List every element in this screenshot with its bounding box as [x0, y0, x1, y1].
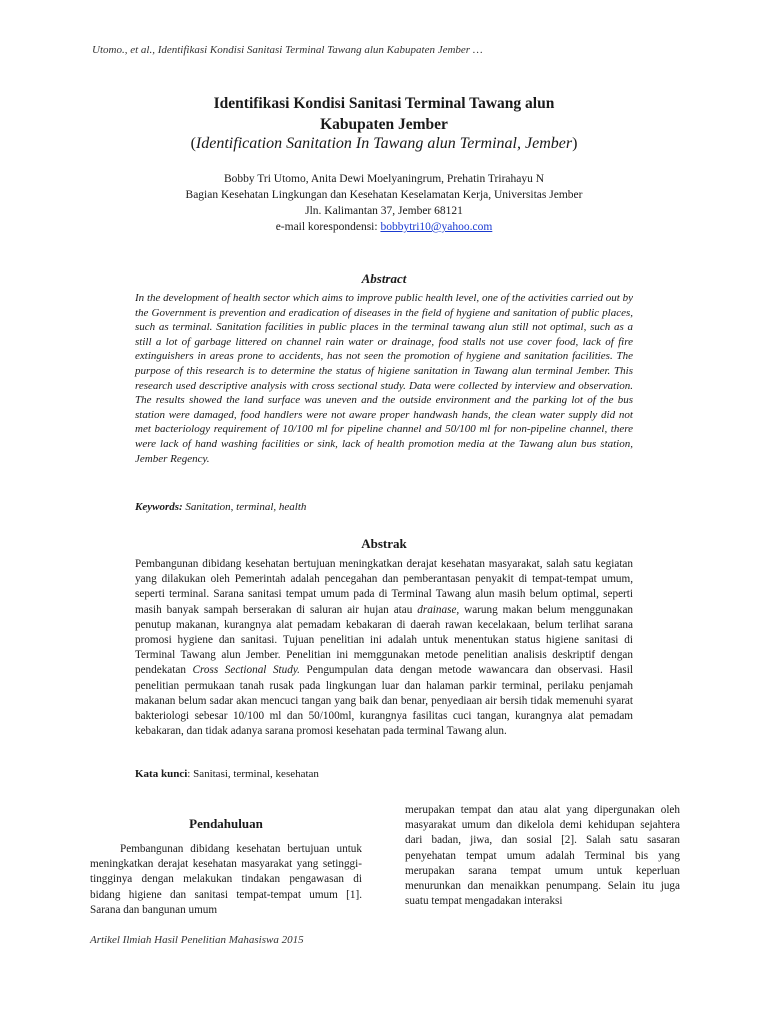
abstrak-body: [135, 557, 633, 739]
abstrak-heading: Abstrak: [361, 536, 407, 551]
english-title: [100, 135, 668, 153]
abstrak-italic-2: Cross Sectional Study.: [192, 664, 300, 677]
running-head: Utomo., et al., Identifikasi Kondisi Sanitasi Terminal Tawang alun Kabupaten Jember …: [92, 44, 483, 56]
email-link[interactable]: bobbytri10@yahoo.com: [380, 221, 493, 233]
kata-kunci-line: [135, 768, 319, 780]
keywords-values: Sanitation, terminal, health: [182, 501, 307, 513]
email-line: [120, 221, 648, 233]
affiliation: Bagian Kesehatan Lingkungan dan Kesehatan Keselamatan Kerja, Universitas Jember: [185, 189, 583, 201]
intro-left-column: Pembangunan dibidang kesehatan bertujuan untuk meningkatkan derajat kesehatan masyarakat yang setinggi-tingginya dengan melakukan tindakan pengawasan di bidang higiene dan sanitasi tempat-tempat umum [1]. Sarana dan bangunan umum: [90, 843, 362, 916]
kata-kunci-label: Kata kunci: [135, 768, 188, 780]
intro-heading: Pendahuluan: [189, 816, 263, 831]
english-title-text: Identification Sanitation In Tawang alun Terminal, Jember: [195, 135, 573, 152]
email-label: e-mail korespondensi:: [275, 221, 381, 233]
keywords-label: Keywords:: [135, 501, 183, 513]
title-line-1: Identifikasi Kondisi Sanitasi Terminal Tawang alun: [213, 95, 555, 112]
abstrak-italic-1: drainase,: [417, 603, 460, 616]
abstract-body: In the development of health sector which aims to improve public health level, one of the activities carried out by the Government is prevention and eradication of diseases in the field of hygiene and sanitation of public places, such as terminal. Sanitation facilities in public places in the terminal tawang alun still not optimal, such as a still a lot of garbage littered on channel rain water or drainage, food stalls not use cover food, lack of fire extinguishers in areas prone to accidents, has not seen the promotion of hygiene and sanitation facilities. The purpose of this research is to determine the status of higiene sanitation in Tawang alun terminal Jember. This research used descriptive analysis with cross sectional study. Data were collected by interview and observation. The results showed the land surface was uneven and the outside environment and the parking lot of the bus station were damaged, food handlers were not aware proper handwash hands, the clean water supply did not met bacteriology requirement of 10/100 ml for pipeline channel and 50/100 ml for non-pipeline channel, there were lack of hand washing facilities or sink, lack of health promotion media at the Tawang alun bus station, Jember Regency.: [135, 292, 633, 465]
address: Jln. Kalimantan 37, Jember 68121: [305, 205, 463, 217]
english-title-open: (: [190, 135, 196, 152]
authors: Bobby Tri Utomo, Anita Dewi Moelyaningrum, Prehatin Trirahayu N: [223, 173, 545, 185]
abstract-heading: Abstract: [361, 271, 407, 286]
abstrak-part-1: Pembangunan dibidang kesehatan bertujuan meningkatkan derajat kesehatan masyarakat, salah satu kegiatan yang dilakukan oleh Pemerintah adalah pencegahan dan pemberantasan penyakit di tempat-tempat umum, seperti terminal. Sarana sanitasi tempat umum pada di Terminal Tawang alun masih belum optimal, seperti masih banyak sampah berserakan di saluran air hujan atau: [135, 558, 633, 616]
english-title-close: ): [572, 135, 578, 152]
footer: Artikel Ilmiah Hasil Penelitian Mahasiswa 2015: [90, 934, 304, 946]
kata-kunci-values: : Sanitasi, terminal, kesehatan: [187, 768, 319, 780]
abstrak-part-2: warung makan belum menggunakan penutup makanan, kurangnya alat pemadam kebakaran di daerah rawan kecelakaan, belum terlihat sarana promosi hygiene dan sanitasi. Tujuan penelitian ini adalah untuk menentukan status higiene sanitasi di Terminal Tawang alun Jember. Penelitian ini memggunakan metode penelitian analisis deskriptif dengan pendekatan: [135, 603, 634, 677]
abstrak-part-3: Pengumpulan data dengan metode wawancara dan observasi. Hasil penelitian permukaan tanah rusak pada lingkungan luar dan halaman parkir terminal, perilaku penjamah makanan belum sadar akan mencuci tangan yang baik dan benar, penyediaan air bersih tidak memenuhi syarat bakteriologi sebesar 10/100 ml dan 50/100ml, kurangnya fasilitas cuci tangan, kurangnya alat pemadam kebakaran, dan tidak adanya sarana promosi kesehatan pada terminal Tawang alun.: [135, 664, 633, 738]
title-line-2: Kabupaten Jember: [320, 116, 448, 133]
keywords-line: [135, 501, 306, 513]
intro-right-column: merupakan tempat dan atau alat yang dipergunakan oleh masyarakat umum dan dikelola demi kehidupan sejahtera dari badan, jiwa, dan sosial [2]. Salah satu sasaran penyehatan tempat umum adalah Terminal bis yang merupakan sarana tempat umum untuk keperluan menurunkan dan menaikkan penumpang. Selain itu juga suatu tempat mengadakan interaksi: [405, 804, 680, 908]
